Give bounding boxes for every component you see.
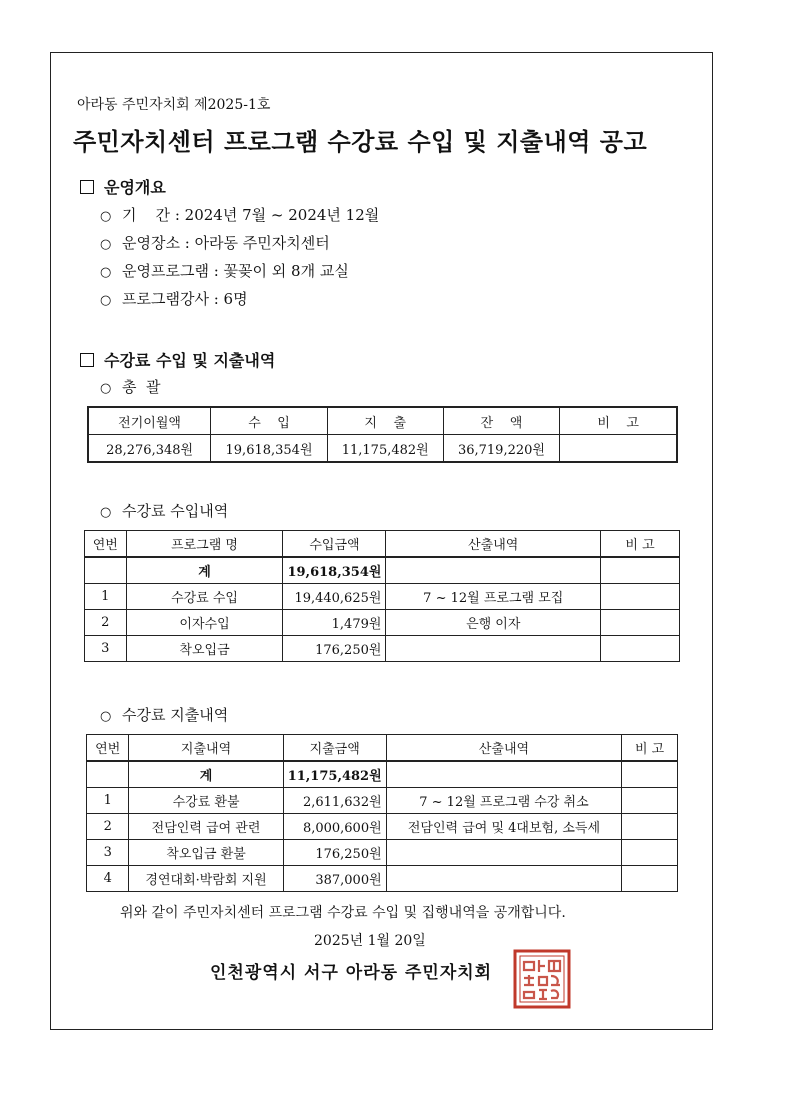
row-note <box>601 636 680 662</box>
summary-label: ○ 총 괄 <box>100 378 161 396</box>
overview-item-venue: ○ 운영장소 : 아라동 주민자치센터 <box>100 234 330 252</box>
row-no: 1 <box>85 584 127 610</box>
disclosure-statement: 위와 같이 주민자치센터 프로그램 수강료 수입 및 집행내역을 공개합니다. <box>120 905 566 921</box>
expense-total-amount: 11,175,482원 <box>283 761 386 788</box>
circle-bullet-icon: ○ <box>100 237 112 252</box>
row-detail <box>386 840 622 866</box>
expense-total-row <box>87 761 678 788</box>
overview-item-programs: ○ 운영프로그램 : 꽃꽂이 외 8개 교실 <box>100 262 349 280</box>
square-bullet-icon <box>80 353 94 367</box>
row-name: 수강료 환불 <box>129 788 283 814</box>
income-total-label: 계 <box>126 557 283 584</box>
expense-header-name: 지출내역 <box>129 735 283 762</box>
income-header-name: 프로그램 명 <box>126 531 283 558</box>
row-no: 4 <box>87 866 129 892</box>
row-note <box>601 584 680 610</box>
summary-carryover: 28,276,348원 <box>88 435 211 463</box>
row-note <box>622 866 678 892</box>
circle-bullet-icon: ○ <box>100 505 112 520</box>
row-detail: 7 ~ 12월 프로그램 수강 취소 <box>386 788 622 814</box>
row-no: 1 <box>87 788 129 814</box>
summary-balance: 36,719,220원 <box>443 435 560 463</box>
row-no: 3 <box>85 636 127 662</box>
table-row <box>87 840 678 866</box>
row-amount: 387,000원 <box>283 866 386 892</box>
row-no: 2 <box>87 814 129 840</box>
summary-header-balance: 잔 액 <box>443 407 560 435</box>
summary-table <box>87 406 678 463</box>
summary-note <box>560 435 677 463</box>
row-amount: 2,611,632원 <box>283 788 386 814</box>
income-header-no: 연번 <box>85 531 127 558</box>
details-heading: 수강료 수입 및 지출내역 <box>80 348 275 371</box>
summary-header-carryover: 전기이월액 <box>88 407 211 435</box>
row-detail: 7 ~ 12월 프로그램 모집 <box>386 584 601 610</box>
income-table <box>84 530 680 662</box>
row-amount: 176,250원 <box>283 636 386 662</box>
income-header-amount: 수입금액 <box>283 531 386 558</box>
overview-heading: 운영개요 <box>80 175 166 198</box>
summary-income: 19,618,354원 <box>211 435 328 463</box>
expense-total-label: 계 <box>129 761 283 788</box>
expense-label: ○ 수강료 지출내역 <box>100 706 229 724</box>
row-detail: 전담인력 급여 및 4대보험, 소득세 <box>386 814 622 840</box>
summary-header-note: 비 고 <box>560 407 677 435</box>
announcement-date: 2025년 1월 20일 <box>314 933 426 949</box>
overview-item-period: ○ 기 간 : 2024년 7월 ~ 2024년 12월 <box>100 206 380 224</box>
table-row <box>85 610 680 636</box>
square-bullet-icon <box>80 180 94 194</box>
row-detail <box>386 866 622 892</box>
document-number: 아라동 주민자치회 제2025-1호 <box>77 97 271 113</box>
summary-header-income: 수 입 <box>211 407 328 435</box>
income-total-amount: 19,618,354원 <box>283 557 386 584</box>
organization-name: 인천광역시 서구 아라동 주민자치회 <box>210 963 493 983</box>
summary-header-expense: 지 출 <box>327 407 443 435</box>
overview-item-instructors: ○ 프로그램강사 : 6명 <box>100 290 248 308</box>
circle-bullet-icon: ○ <box>100 293 112 308</box>
table-row <box>87 788 678 814</box>
income-header-detail: 산출내역 <box>386 531 601 558</box>
expense-header-detail: 산출내역 <box>386 735 622 762</box>
official-seal-icon <box>512 948 572 1010</box>
row-name: 경연대회·박람회 지원 <box>129 866 283 892</box>
table-row <box>87 814 678 840</box>
table-row <box>85 636 680 662</box>
row-name: 수강료 수입 <box>126 584 283 610</box>
table-row <box>85 584 680 610</box>
summary-expense: 11,175,482원 <box>327 435 443 463</box>
row-note <box>601 610 680 636</box>
row-no: 2 <box>85 610 127 636</box>
expense-header-no: 연번 <box>87 735 129 762</box>
row-amount: 8,000,600원 <box>283 814 386 840</box>
row-note <box>622 788 678 814</box>
row-no: 3 <box>87 840 129 866</box>
circle-bullet-icon: ○ <box>100 265 112 280</box>
expense-header-note: 비 고 <box>622 735 678 762</box>
row-name: 착오입금 <box>126 636 283 662</box>
circle-bullet-icon: ○ <box>100 209 112 224</box>
row-amount: 1,479원 <box>283 610 386 636</box>
row-name: 전담인력 급여 관련 <box>129 814 283 840</box>
row-name: 착오입금 환불 <box>129 840 283 866</box>
row-name: 이자수입 <box>126 610 283 636</box>
row-note <box>622 814 678 840</box>
table-row <box>87 866 678 892</box>
income-label: ○ 수강료 수입내역 <box>100 502 229 520</box>
income-header-note: 비 고 <box>601 531 680 558</box>
income-total-row <box>85 557 680 584</box>
row-note <box>622 840 678 866</box>
row-amount: 19,440,625원 <box>283 584 386 610</box>
expense-header-amount: 지출금액 <box>283 735 386 762</box>
row-amount: 176,250원 <box>283 840 386 866</box>
row-detail: 은행 이자 <box>386 610 601 636</box>
expense-table <box>86 734 678 892</box>
row-detail <box>386 636 601 662</box>
circle-bullet-icon: ○ <box>100 381 112 396</box>
circle-bullet-icon: ○ <box>100 709 112 724</box>
page-title: 주민자치센터 프로그램 수강료 수입 및 지출내역 공고 <box>73 128 648 156</box>
